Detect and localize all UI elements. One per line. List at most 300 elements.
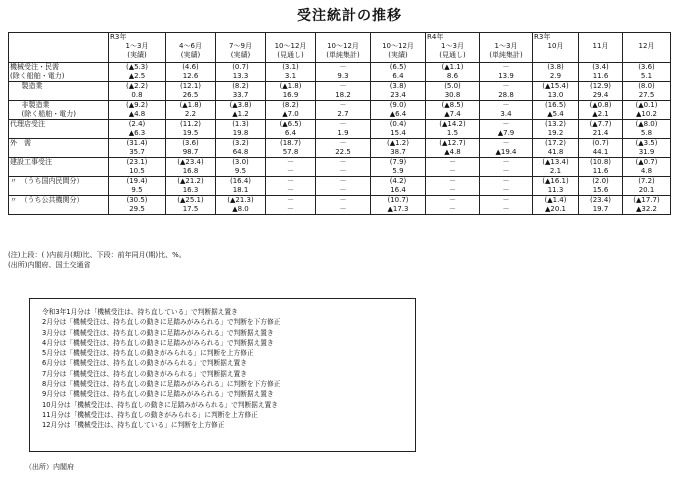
table-cell (216, 82, 266, 101)
change-prev-year: 20.1 (638, 186, 655, 194)
row-label-sub (10, 205, 107, 214)
change-prev-period: (2.4) (128, 120, 146, 128)
column-header (579, 33, 623, 63)
table-cell (579, 120, 623, 139)
change-prev-period: (▲1.8) (179, 101, 202, 109)
change-prev-period: － (502, 82, 510, 90)
change-prev-period: (0.4) (389, 120, 407, 128)
table-cell (316, 177, 371, 196)
table-cell (166, 82, 216, 101)
row-label-sub (22, 91, 108, 100)
table-cell (480, 196, 533, 215)
change-prev-period: － (339, 139, 347, 147)
table-cell (371, 158, 426, 177)
period-label: 10～12月 (274, 42, 307, 50)
change-prev-period: (▲17.7) (633, 196, 660, 204)
judgment-line: 7月分は「機械受注は、持ち直しの動きがみられる」で判断据え置き (42, 369, 247, 378)
table-cell (533, 101, 579, 120)
table-row (9, 139, 671, 158)
change-prev-period: (12.1) (179, 82, 202, 90)
period-label: 1～3月 (494, 42, 518, 50)
change-prev-period: (4.2) (389, 177, 407, 185)
change-prev-year: 16.8 (182, 167, 199, 175)
table-cell (266, 101, 316, 120)
change-prev-period: (▲13.4) (542, 158, 569, 166)
table-cell (533, 82, 579, 101)
period-label: 4～6月 (179, 42, 202, 50)
row-label (21, 82, 109, 101)
change-prev-year: 5.9 (392, 167, 404, 175)
change-prev-period: (▲25.1) (177, 196, 204, 204)
change-prev-year: 3.1 (284, 72, 297, 80)
column-header (216, 33, 266, 63)
table-cell (109, 120, 166, 139)
change-prev-year: － (449, 205, 456, 213)
change-prev-period: (5.0) (444, 82, 461, 90)
change-prev-period: (31.4) (126, 139, 148, 147)
change-prev-year: 1.5 (446, 129, 459, 137)
change-prev-period: (7.9) (389, 158, 407, 166)
change-prev-year: － (449, 186, 456, 194)
era-label (481, 33, 531, 42)
table-cell (216, 120, 266, 139)
column-header (480, 33, 533, 63)
change-prev-year: － (339, 167, 347, 175)
change-prev-year: 31.9 (638, 148, 655, 156)
change-prev-year: 26.5 (182, 91, 199, 99)
change-prev-period: (▲23.4) (177, 158, 204, 166)
change-prev-period: － (502, 139, 510, 147)
change-prev-year: 2.1 (549, 167, 562, 175)
table-cell (426, 196, 480, 215)
column-header (623, 33, 671, 63)
judgment-line: 10月分は「機械受注は、持ち直しの動きに足踏みがみられる」で判断据え置き (42, 400, 278, 409)
column-header (166, 33, 216, 63)
page-title: 受注統計の推移 (297, 8, 402, 24)
change-prev-year: 19.5 (182, 129, 199, 137)
table-cell (480, 101, 533, 120)
change-prev-period: (▲6.5) (279, 120, 302, 128)
era-label: R4年 (427, 33, 444, 41)
change-prev-year: ▲10.2 (636, 110, 657, 118)
column-header (316, 33, 371, 63)
table-cell (109, 177, 166, 196)
table-cell (266, 196, 316, 215)
change-prev-period: (▲14.2) (439, 120, 466, 128)
change-prev-year: 21.4 (592, 129, 609, 137)
row-label-main: 非製造業 (21, 101, 50, 109)
change-prev-period: (3.6) (182, 139, 199, 147)
change-prev-year: 8.6 (446, 72, 459, 80)
change-prev-period: (2.0) (592, 177, 609, 185)
table-cell (533, 139, 579, 158)
era-label (317, 33, 369, 42)
table-cell (623, 139, 671, 158)
change-prev-year: 12.6 (182, 72, 199, 80)
change-prev-year: 29.4 (592, 91, 609, 99)
period-label: 11月 (592, 42, 609, 50)
change-prev-year: 98.7 (182, 148, 199, 156)
judgment-line: 令和3年1月分は「機械受注は、持ち直している」で判断据え置き (42, 308, 238, 316)
change-prev-period: (3.4) (592, 63, 609, 71)
change-prev-period: (▲15.4) (542, 82, 569, 90)
table-cell (316, 158, 371, 177)
table-cell (266, 82, 316, 101)
table-cell (316, 139, 371, 158)
change-prev-period: (▲2.2) (126, 82, 148, 90)
table-cell (109, 158, 166, 177)
change-prev-period: － (339, 196, 347, 204)
kind-label: (実績) (127, 51, 147, 59)
table-cell (579, 177, 623, 196)
table-row (9, 120, 671, 139)
change-prev-year: 3.4 (500, 110, 512, 118)
change-prev-year: ▲1.2 (232, 110, 249, 118)
change-prev-year: 22.5 (335, 148, 351, 156)
change-prev-year: ▲17.3 (387, 205, 409, 213)
table-cell (371, 63, 426, 82)
change-prev-period: － (502, 120, 510, 128)
kind-label: (見通し) (439, 51, 466, 59)
table-cell (371, 196, 426, 215)
change-prev-period: (11.2) (179, 120, 202, 128)
change-prev-period: (16.4) (229, 177, 252, 185)
table-row (9, 177, 671, 196)
row-label-main: 〃 （うち公共機関分） (10, 196, 84, 204)
column-header (266, 33, 316, 63)
change-prev-period: (3.2) (232, 139, 249, 147)
table-cell (316, 63, 371, 82)
table-cell (480, 177, 533, 196)
judgment-line: 4月分は「機械受注は、持ち直しの動きに足踏みがみられる」で判断据え置き (42, 338, 274, 347)
table-cell (266, 177, 316, 196)
change-prev-year: ▲7.4 (444, 110, 461, 118)
change-prev-period: (▲9.2) (126, 101, 148, 109)
table-cell (623, 158, 671, 177)
change-prev-period: (▲21.2) (177, 177, 204, 185)
table-cell (216, 63, 266, 82)
row-label (9, 158, 109, 177)
change-prev-period: － (502, 158, 510, 166)
kind-label: (実績) (230, 51, 251, 59)
change-prev-year: 2.2 (184, 110, 197, 118)
change-prev-year: 35.7 (129, 148, 145, 156)
change-prev-year: 13.0 (547, 91, 564, 99)
change-prev-period: － (502, 63, 510, 71)
judgment-line: 8月分は「機械受注は、持ち直しの動きに足踏みがみられる」に判断を下方修正 (42, 380, 281, 389)
change-prev-period: (7.2) (638, 177, 655, 185)
change-prev-period: (8.2) (232, 82, 249, 90)
change-prev-year: 11.6 (592, 167, 609, 175)
table-cell (266, 63, 316, 82)
change-prev-year: 2.9 (549, 72, 562, 80)
change-prev-period: － (287, 158, 294, 166)
change-prev-period: (0.7) (592, 139, 609, 147)
row-label (21, 101, 109, 120)
change-prev-period: － (339, 101, 347, 109)
header-corner (9, 33, 109, 63)
table-row (9, 101, 671, 120)
change-prev-period: － (502, 177, 510, 185)
period-label: 10～12月 (382, 42, 414, 50)
table-cell (579, 139, 623, 158)
change-prev-period: (23.1) (126, 158, 148, 166)
change-prev-year: 23.4 (390, 91, 406, 99)
table-cell (579, 196, 623, 215)
change-prev-period: (▲1.1) (441, 63, 464, 71)
change-prev-period: (13.2) (544, 120, 567, 128)
era-label (624, 33, 669, 42)
change-prev-period: (1.3) (232, 120, 249, 128)
table-cell (166, 196, 216, 215)
era-label: R3年 (110, 33, 127, 41)
table-note: (注)上段：( )内前月(期)比、下段：前年同月(期)比、%。 (8, 251, 186, 259)
era-label: R3年 (534, 33, 551, 41)
table-cell (623, 196, 671, 215)
row-label-main: 建設工事受注 (10, 158, 52, 166)
table-row (9, 158, 671, 177)
change-prev-year: 30.8 (444, 91, 461, 99)
table-cell (480, 82, 533, 101)
change-prev-year: － (287, 167, 294, 175)
change-prev-year: 9.5 (131, 186, 143, 194)
change-prev-period: (▲0.1) (635, 101, 658, 109)
table-cell (426, 101, 480, 120)
judgment-source: （出所）内閣府 (25, 463, 74, 471)
change-prev-year: ▲4.8 (128, 110, 146, 118)
table-cell (579, 101, 623, 120)
change-prev-year: 5.8 (640, 129, 653, 137)
table-cell (166, 139, 216, 158)
era-label (372, 33, 424, 42)
table-row (9, 63, 671, 82)
change-prev-year: 9.3 (337, 72, 349, 80)
change-prev-period: (▲21.3) (227, 196, 254, 204)
change-prev-year: 16.3 (182, 186, 199, 194)
change-prev-year: － (339, 205, 347, 213)
table-cell (166, 63, 216, 82)
period-label: 7～9月 (229, 42, 252, 50)
change-prev-year: － (287, 186, 294, 194)
row-label-main: 〃 （うち国内民間分） (10, 177, 84, 185)
change-prev-year: 28.8 (498, 91, 514, 99)
change-prev-period: (19.4) (126, 177, 148, 185)
change-prev-year: 17.5 (182, 205, 199, 213)
table-cell (216, 196, 266, 215)
change-prev-year: 2.7 (337, 110, 349, 118)
change-prev-period: (▲16.1) (542, 177, 569, 185)
row-label (9, 120, 109, 139)
table-cell (533, 120, 579, 139)
change-prev-year: 41.8 (547, 148, 564, 156)
change-prev-period: (23.4) (589, 196, 612, 204)
row-label (9, 139, 109, 158)
row-label-main: 外 需 (10, 139, 31, 147)
change-prev-year: － (339, 186, 347, 194)
row-label (9, 177, 109, 196)
table-cell (480, 120, 533, 139)
change-prev-period: (▲1.4) (544, 196, 567, 204)
change-prev-period: (▲3.5) (635, 139, 658, 147)
change-prev-period: (3.0) (232, 158, 249, 166)
period-label: 10月 (547, 42, 564, 50)
table-cell (371, 82, 426, 101)
table-cell (166, 101, 216, 120)
change-prev-period: (▲12.7) (439, 139, 466, 147)
table-cell (579, 82, 623, 101)
change-prev-period: (16.5) (544, 101, 567, 109)
row-label-main: 代理店受注 (10, 120, 45, 128)
row-label-sub (10, 129, 107, 138)
kind-label: (単純集計) (489, 51, 523, 59)
change-prev-period: － (339, 158, 347, 166)
change-prev-period: － (449, 196, 456, 204)
change-prev-year: 33.7 (232, 91, 249, 99)
row-label-sub (10, 186, 107, 195)
table-cell (371, 177, 426, 196)
change-prev-period: (▲1.8) (279, 82, 302, 90)
change-prev-year: 13.9 (498, 72, 514, 80)
change-prev-year: 4.8 (640, 167, 653, 175)
table-cell (316, 82, 371, 101)
change-prev-year: － (502, 186, 510, 194)
table-cell (109, 82, 166, 101)
change-prev-year: ▲4.8 (444, 148, 461, 156)
change-prev-period: (▲8.5) (441, 101, 464, 109)
change-prev-period: － (287, 177, 294, 185)
table-cell (426, 177, 480, 196)
change-prev-period: (▲1.2) (387, 139, 409, 147)
change-prev-year: 29.5 (129, 205, 145, 213)
table-cell (216, 177, 266, 196)
change-prev-period: (8.2) (282, 101, 299, 109)
judgment-line: 11月分は「機械受注は、持ち直しの動きがみられる」に判断を上方修正 (42, 410, 258, 419)
change-prev-year: 27.5 (638, 91, 655, 99)
judgment-line: 3月分は「機械受注は、持ち直しの動きに足踏みがみられる」で判断据え置き (42, 328, 274, 337)
row-label (9, 196, 109, 215)
table-cell (426, 139, 480, 158)
change-prev-year: 6.4 (392, 72, 404, 80)
change-prev-year: ▲5.4 (547, 110, 564, 118)
table-cell (480, 158, 533, 177)
notes (8, 250, 186, 270)
table-cell (623, 120, 671, 139)
judgment-line: 9月分は「機械受注は、持ち直しの動きに足踏みがみられる」で判断据え置き (42, 390, 274, 399)
change-prev-period: (8.0) (638, 82, 655, 90)
change-prev-period: (▲8.0) (635, 120, 658, 128)
table-cell (216, 101, 266, 120)
change-prev-year: ▲2.1 (592, 110, 609, 118)
change-prev-year: 1.9 (337, 129, 349, 137)
change-prev-year: 5.1 (640, 72, 653, 80)
change-prev-period: (▲7.7) (589, 120, 612, 128)
table-cell (480, 139, 533, 158)
change-prev-year: ▲6.3 (128, 129, 146, 137)
table-cell (371, 120, 426, 139)
period-label: 1～3月 (441, 42, 464, 50)
table-cell (371, 101, 426, 120)
row-label-main: 製造業 (21, 82, 43, 90)
table-cell (623, 63, 671, 82)
change-prev-period: － (287, 196, 294, 204)
period-label: 10～12月 (327, 42, 359, 50)
change-prev-period: (3.1) (282, 63, 299, 71)
change-prev-period: － (449, 158, 456, 166)
change-prev-year: 19.7 (592, 205, 609, 213)
table-row (9, 82, 671, 101)
table-cell (480, 63, 533, 82)
change-prev-year: ▲20.1 (545, 205, 566, 213)
period-label: 12月 (638, 42, 655, 50)
table-cell (109, 196, 166, 215)
change-prev-period: － (339, 63, 347, 71)
row-label-sub (10, 167, 107, 176)
table-cell (166, 158, 216, 177)
kind-label: (単純集計) (326, 51, 360, 59)
table-cell (579, 158, 623, 177)
change-prev-period: － (449, 177, 456, 185)
table-cell (623, 177, 671, 196)
table-cell (166, 120, 216, 139)
table-cell (266, 120, 316, 139)
kind-label: (実績) (180, 51, 201, 59)
table-cell (533, 196, 579, 215)
change-prev-year: ▲32.2 (636, 205, 657, 213)
change-prev-year: 19.2 (547, 129, 564, 137)
table-cell (579, 63, 623, 82)
table-cell (316, 196, 371, 215)
change-prev-year: － (287, 205, 294, 213)
kind-label: (実績) (388, 51, 408, 59)
change-prev-year: 38.7 (390, 148, 406, 156)
change-prev-year: 10.5 (129, 167, 145, 175)
table-cell (266, 139, 316, 158)
table-cell (623, 82, 671, 101)
table-cell (109, 139, 166, 158)
change-prev-year: 6.4 (284, 129, 297, 137)
row-label-sub (10, 148, 107, 157)
change-prev-period: － (339, 82, 347, 90)
change-prev-year: 57.8 (282, 148, 299, 156)
change-prev-year: 11.3 (547, 186, 564, 194)
change-prev-year: － (449, 167, 456, 175)
table-cell (109, 63, 166, 82)
table-cell (426, 158, 480, 177)
table-source: (出所)内閣府、国土交通省 (8, 261, 91, 269)
row-label-main: 機械受注・民需 (10, 63, 59, 71)
change-prev-year: 18.1 (232, 186, 249, 194)
change-prev-period: (3.6) (638, 63, 655, 71)
era-label (267, 33, 314, 42)
change-prev-period: (18.7) (279, 139, 302, 147)
column-header (109, 33, 166, 63)
change-prev-year: 64.8 (232, 148, 249, 156)
orders-statistics-table (8, 32, 671, 215)
column-header (533, 33, 579, 63)
change-prev-year: 15.4 (390, 129, 406, 137)
change-prev-year: 9.5 (234, 167, 247, 175)
change-prev-year: 44.1 (592, 148, 609, 156)
change-prev-year: 0.8 (131, 91, 143, 99)
change-prev-period: － (502, 101, 510, 109)
table-cell (426, 120, 480, 139)
row-label-sub: (除く船舶・電力) (10, 72, 65, 80)
table-cell (533, 177, 579, 196)
table-cell (533, 63, 579, 82)
table-cell (533, 158, 579, 177)
change-prev-year: ▲7.9 (497, 129, 515, 137)
column-header (371, 33, 426, 63)
